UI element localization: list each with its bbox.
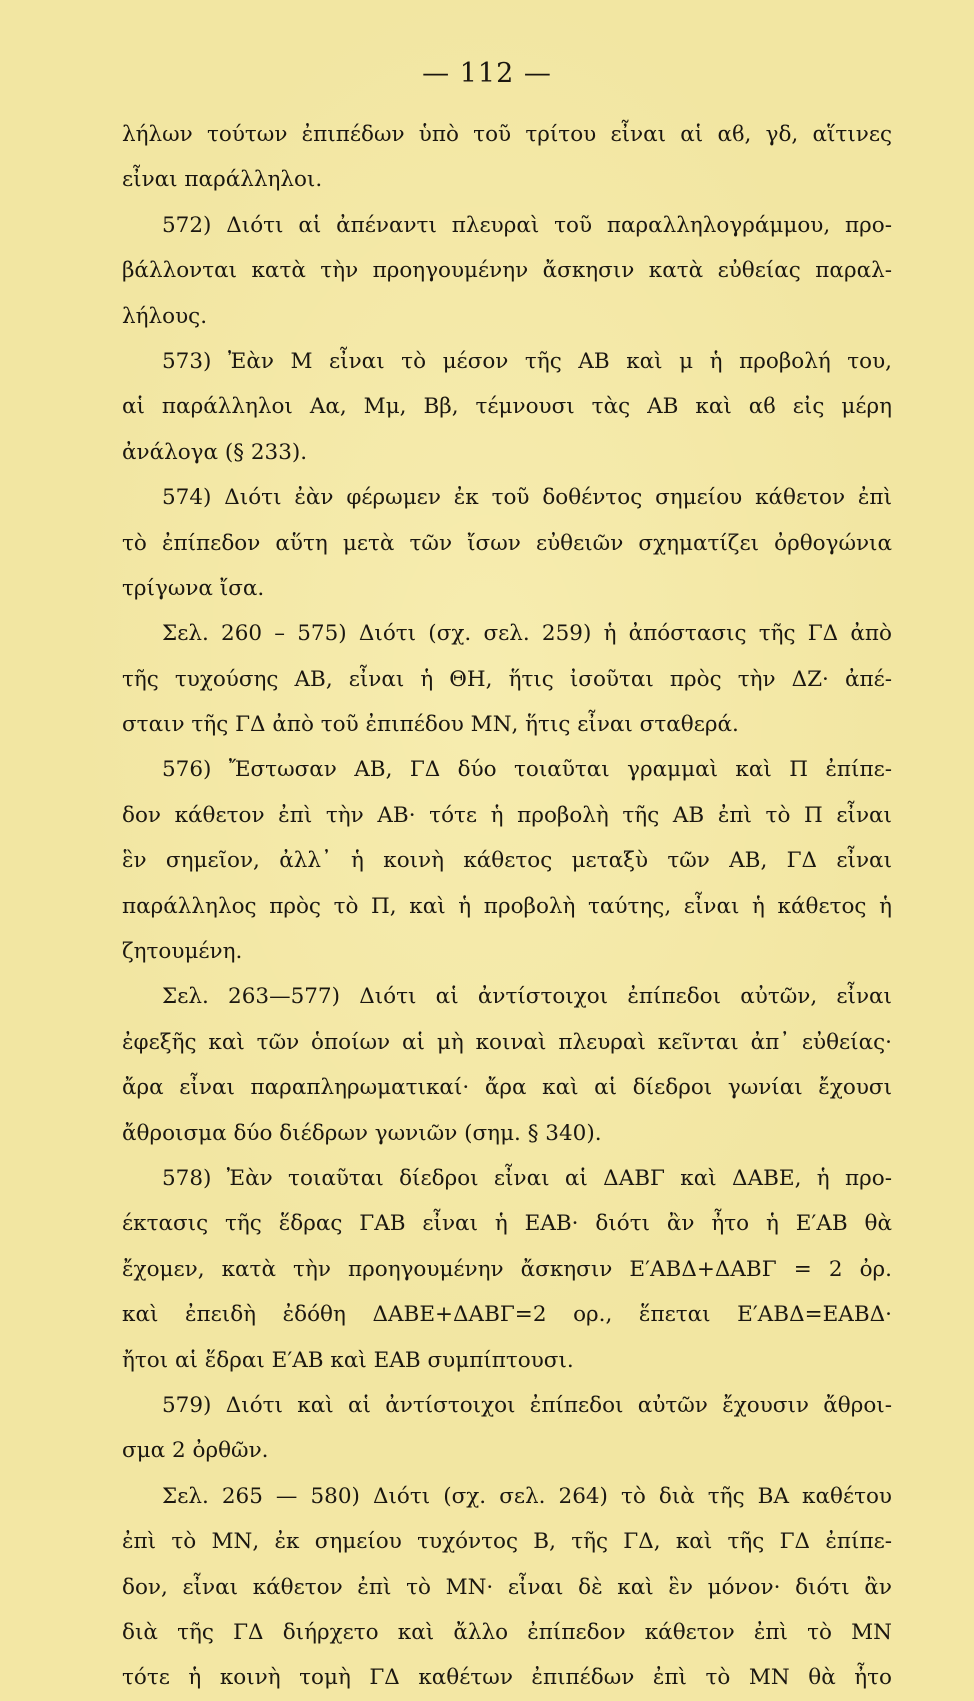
text-line-25: έκτασις τῆς ἕδρας ΓΑΒ εἶναι ἡ ΕΑΒ· διότι ἂν ἦτο ἡ Ε′ΑΒ θὰ xyxy=(122,1211,892,1237)
text-line-23: ἄθροισμα δύο διέδρων γωνιῶν (σημ. § 340). xyxy=(122,1120,602,1146)
text-line-9: 574) Διότι ἐὰν φέρωμεν ἐκ τοῦ δοθέντος σημείου κάθετον ἐπὶ xyxy=(162,485,892,511)
text-line-20: Σελ. 263—577) Διότι αἱ ἀντίστοιχοι ἐπίπεδοι αὐτῶν, εἶναι xyxy=(162,984,892,1010)
text-line-3: 572) Διότι αἱ ἀπέναντι πλευραὶ τοῦ παραλληλογράμμου, προ- xyxy=(162,212,892,238)
text-line-2: εἶναι παράλληλοι. xyxy=(122,167,323,193)
text-line-6: 573) Ἐὰν Μ εἶναι τὸ μέσον τῆς ΑΒ καὶ μ ἡ προβολή του, xyxy=(162,348,892,374)
text-line-1: λήλων τούτων ἐπιπέδων ὑπὸ τοῦ τρίτου εἶναι αἱ αϐ, γδ, αἵτινες xyxy=(122,122,892,147)
text-line-17: ἓν σημεῖον, ἀλλ᾽ ἡ κοινὴ κάθετος μεταξὺ τῶν ΑΒ, ΓΔ εἶναι xyxy=(122,848,892,874)
text-line-26: ἔχομεν, κατὰ τὴν προηγουμένην ἄσκησιν Ε′ΑΒΔ+ΔΑΒΓ = 2 ὀρ. xyxy=(122,1256,892,1282)
text-line-10: τὸ ἐπίπεδον αὕτη μετὰ τῶν ἴσων εὐθειῶν σχηματίζει ὀρθογώνια xyxy=(122,530,892,556)
text-line-28: ἤτοι αἱ ἕδραι Ε′ΑΒ καὶ ΕΑΒ συμπίπτουσι. xyxy=(122,1347,574,1373)
text-line-5: λήλους. xyxy=(122,303,208,329)
text-line-15: 576) Ἔστωσαν ΑΒ, ΓΔ δύο τοιαῦται γραμμαὶ καὶ Π ἐπίπε- xyxy=(162,757,892,783)
text-line-24: 578) Ἐὰν τοιαῦται δίεδροι εἶναι αἱ ΔΑΒΓ καὶ ΔΑΒΕ, ἡ προ- xyxy=(162,1165,892,1191)
text-line-30: σμα 2 ὀρθῶν. xyxy=(122,1438,269,1464)
text-line-22: ἄρα εἶναι παραπληρωματικαί· ἄρα καὶ αἱ δίεδροι γωνίαι ἔχουσι xyxy=(122,1075,892,1101)
text-line-11: τρίγωνα ἴσα. xyxy=(122,575,265,601)
text-line-29: 579) Διότι καὶ αἱ ἀντίστοιχοι ἐπίπεδοι αὐτῶν ἔχουσιν ἄθροι- xyxy=(162,1392,892,1418)
text-line-13: τῆς τυχούσης ΑΒ, εἶναι ἡ ΘΗ, ἥτις ἰσοῦται πρὸς τὴν ΔΖ· ἀπέ- xyxy=(122,666,892,692)
text-line-19: ζητουμένη. xyxy=(122,939,243,965)
body-text xyxy=(122,112,892,1701)
text-line-27: καὶ ἐπειδὴ ἐδόθη ΔΑΒΕ+ΔΑΒΓ=2 ορ., ἕπεται Ε′ΑΒΔ=ΕΑΒΔ· xyxy=(122,1302,892,1328)
text-line-4: βάλλονται κατὰ τὴν προηγουμένην ἄσκησιν κατὰ εὐθείας παραλ- xyxy=(122,258,892,284)
text-line-14: σταιν τῆς ΓΔ ἀπὸ τοῦ ἐπιπέδου ΜΝ, ἥτις εἶναι σταθερά. xyxy=(122,712,739,738)
text-line-33: δον, εἶναι κάθετον ἐπὶ τὸ ΜΝ· εἶναι δὲ καὶ ἓν μόνον· διότι ἂν xyxy=(122,1574,892,1600)
text-line-8: ἀνάλογα (§ 233). xyxy=(122,439,308,465)
text-line-35: τότε ἡ κοινὴ τομὴ ΓΔ καθέτων ἐπιπέδων ἐπὶ τὸ ΜΝ θὰ ἦτο xyxy=(122,1665,892,1691)
text-line-16: δον κάθετον ἐπὶ τὴν ΑΒ· τότε ἡ προβολὴ τῆς ΑΒ ἐπὶ τὸ Π εἶναι xyxy=(122,802,892,828)
text-line-12: Σελ. 260 – 575) Διότι (σχ. σελ. 259) ἡ ἀπόστασις τῆς ΓΔ ἀπὸ xyxy=(162,621,892,647)
text-line-7: αἱ παράλληλοι Αα, Μμ, Ββ, τέμνουσι τὰς ΑΒ καὶ αϐ εἰς μέρη xyxy=(122,394,892,420)
text-line-34: διὰ τῆς ΓΔ διήρχετο καὶ ἄλλο ἐπίπεδον κάθετον ἐπὶ τὸ ΜΝ xyxy=(122,1619,892,1645)
text-line-21: ἐφεξῆς καὶ τῶν ὁποίων αἱ μὴ κοιναὶ πλευραὶ κεῖνται ἀπ᾽ εὐθείας· xyxy=(122,1029,892,1055)
text-line-31: Σελ. 265 — 580) Διότι (σχ. σελ. 264) τὸ διὰ τῆς ΒΑ καθέτου xyxy=(162,1483,892,1509)
page-number: — 112 — xyxy=(422,58,552,89)
text-line-18: παράλληλος πρὸς τὸ Π, καὶ ἡ προβολὴ ταύτης, εἶναι ἡ κάθετος ἡ xyxy=(122,893,892,919)
text-line-32: ἐπὶ τὸ ΜΝ, ἐκ σημείου τυχόντος Β, τῆς ΓΔ, καὶ τῆς ΓΔ ἐπίπε- xyxy=(122,1529,892,1555)
